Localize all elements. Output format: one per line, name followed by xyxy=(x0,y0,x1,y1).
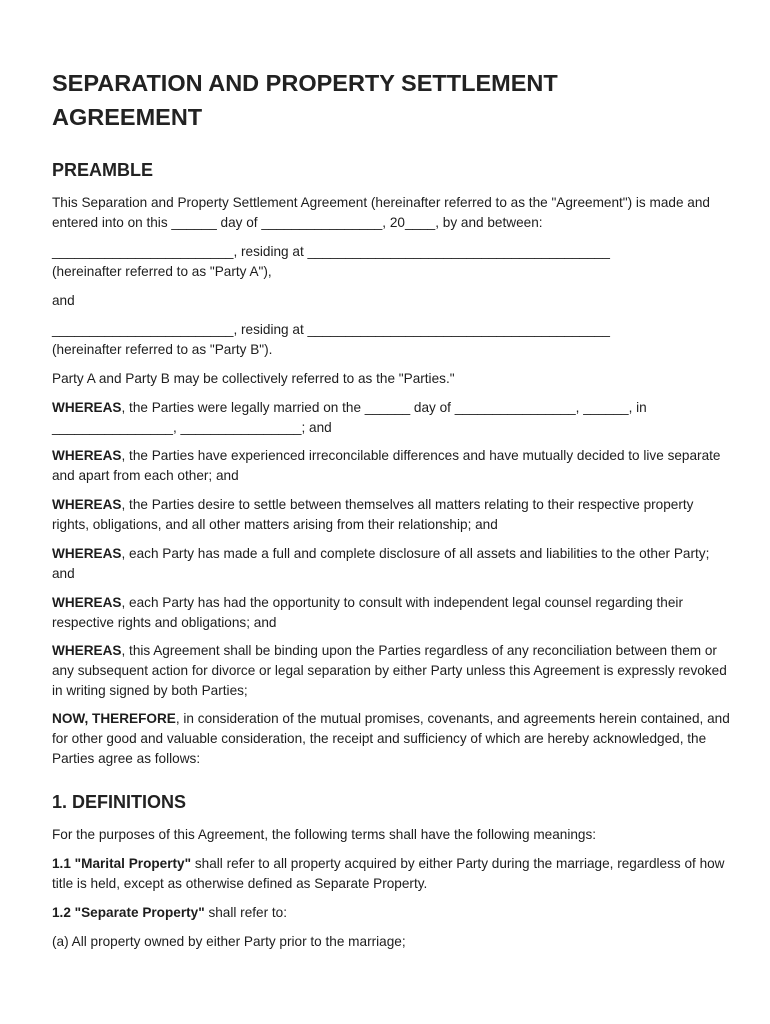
now-therefore-clause xyxy=(52,709,732,769)
whereas-clause xyxy=(52,641,732,701)
definition-term: 1.1 "Marital Property" xyxy=(52,856,192,871)
whereas-label: WHEREAS xyxy=(52,595,122,610)
parties-collective: Party A and Party B may be collectively referred to as the "Parties." xyxy=(52,371,455,386)
whereas-clause xyxy=(52,544,732,584)
definition-text: shall refer to all property acquired by either Party during the marriage, regardless of how title is held, except as otherwise defined as Separate Property. xyxy=(52,856,725,891)
definition-marital-property xyxy=(52,854,732,894)
whereas-clause xyxy=(52,446,732,486)
whereas-label: WHEREAS xyxy=(52,546,122,561)
now-therefore-text: , in consideration of the mutual promises, covenants, and agreements herein contained, and for other good and valuable consideration, the receipt and sufficiency of which are hereby acknowledged, the Parties agree as follows: xyxy=(52,711,730,766)
whereas-text: , the Parties were legally married on the ______ day of ________________, ______, in ________________, ________________; and xyxy=(52,400,647,435)
definitions-heading: 1. DEFINITIONS xyxy=(52,792,187,812)
party-a-line: ________________________, residing at ________________________________________ xyxy=(52,244,610,259)
party-a-reference: (hereinafter referred to as "Party A"), xyxy=(52,264,272,279)
and-connector: and xyxy=(52,293,75,308)
definition-text: shall refer to: xyxy=(204,905,288,920)
whereas-label: WHEREAS xyxy=(52,400,122,415)
whereas-text: , each Party has had the opportunity to consult with independent legal counsel regarding their respective rights and obligations; and xyxy=(52,595,683,630)
party-b-line: ________________________, residing at ________________________________________ xyxy=(52,322,610,337)
whereas-text: , this Agreement shall be binding upon the Parties regardless of any reconciliation between them or any subsequent action for divorce or legal separation by either Party unless this Agreement is expressly revoked in writing signed by both Parties; xyxy=(52,643,727,698)
definitions-intro: For the purposes of this Agreement, the following terms shall have the following meanings: xyxy=(52,827,597,842)
now-therefore-label: NOW, THEREFORE xyxy=(52,711,176,726)
definition-term: 1.2 "Separate Property" xyxy=(52,905,205,920)
party-b-reference: (hereinafter referred to as "Party B"). xyxy=(52,342,273,357)
whereas-clause xyxy=(52,495,732,535)
whereas-label: WHEREAS xyxy=(52,497,122,512)
whereas-clause xyxy=(52,398,732,438)
separate-property-item-a: (a) All property owned by either Party prior to the marriage; xyxy=(52,934,406,949)
whereas-label: WHEREAS xyxy=(52,643,122,658)
whereas-text: , each Party has made a full and complete disclosure of all assets and liabilities to the other Party; and xyxy=(52,546,710,581)
whereas-text: , the Parties have experienced irreconcilable differences and have mutually decided to live separate and apart from each other; and xyxy=(52,448,721,483)
whereas-label: WHEREAS xyxy=(52,448,122,463)
document-title: SEPARATION AND PROPERTY SETTLEMENT AGREEMENT xyxy=(52,70,558,130)
whereas-text: , the Parties desire to settle between themselves all matters relating to their respective property rights, obligations, and all other matters arising from their relationship; and xyxy=(52,497,694,532)
preamble-heading: PREAMBLE xyxy=(52,160,154,180)
preamble-intro: This Separation and Property Settlement Agreement (hereinafter referred to as the "Agreement") is made and entered into on this ______ day of ________________, 20____, by and between: xyxy=(52,195,710,230)
definition-separate-property xyxy=(52,903,732,923)
whereas-clause xyxy=(52,593,732,633)
